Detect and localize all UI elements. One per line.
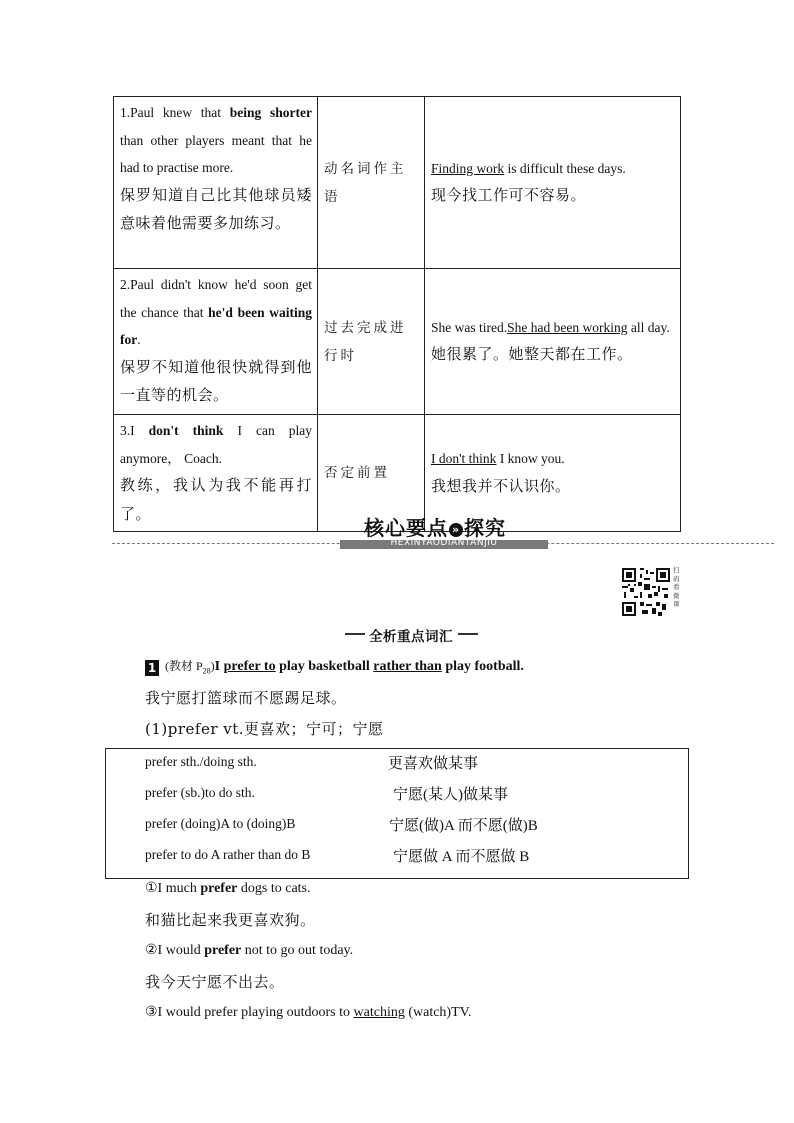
sentence-cell (114, 97, 318, 269)
example-text: I know you. (496, 451, 565, 466)
item-sentence-underlined: rather than (373, 659, 442, 674)
heading-rule-left (345, 633, 365, 635)
section-banner (112, 512, 774, 552)
sentence-translation: 保罗知道自己比其他球员矮意味着他需要多加练习。 (120, 187, 312, 232)
heading-rule-right (458, 633, 478, 635)
banner-subtitle: HEXINYAODIANTANJIU (390, 538, 498, 548)
example-text: all day. (627, 319, 670, 335)
grammar-cell: 过去完成进行时 (318, 269, 425, 415)
item-sentence-text: I (214, 659, 224, 674)
grammar-cell: 否定前置 (318, 415, 425, 532)
usage-en: prefer (doing)A to (doing)B (145, 816, 296, 831)
sentence-text: than other players meant that he had to practise more. (120, 132, 312, 175)
usage-cn: 宁愿(某人)做某事 (393, 787, 508, 803)
usage-cn: 宁愿(做)A 而不愿(做)B (389, 818, 538, 834)
banner-title-right: 探究 (464, 516, 506, 540)
section-heading-text: 全析重点词汇 (369, 629, 453, 645)
example-cell (425, 269, 681, 415)
example-underlined: Finding work (431, 160, 505, 176)
example-text: is difficult these days. (504, 160, 626, 176)
example-1: ①I much prefer dogs to cats. (145, 881, 311, 896)
item-sentence-text: play basketball (275, 659, 374, 674)
table-row (114, 269, 681, 415)
usage-box (105, 748, 689, 879)
grammar-table (113, 96, 681, 532)
example-translation: 我想我并不认识你。 (431, 478, 571, 495)
item-1-translation: 我宁愿打篮球而不愿踢足球。 (145, 689, 347, 707)
item-1-sentence (145, 657, 524, 676)
sentence-text: 3.I (120, 423, 149, 438)
sentence-bold: he'd been waiting for (120, 304, 312, 347)
sentence-text: . (137, 332, 141, 347)
example-3: ③I would prefer playing outdoors to watching (watch)TV. (145, 1005, 472, 1020)
sentence-text: 2.Paul didn't know he'd soon get the chance that (120, 277, 312, 320)
usage-cn: 更喜欢做某事 (388, 756, 479, 772)
example-underlined: She had been working (507, 319, 628, 335)
sentence-text: I can play anymore， Coach. (120, 423, 312, 466)
qr-code-icon[interactable] (622, 568, 670, 616)
banner-title (364, 512, 506, 541)
item-source: (教材 $P_{28}$) (165, 659, 215, 676)
banner-title-left: 核心要点 (364, 516, 448, 540)
item-number: 1 (145, 660, 159, 676)
section-heading (345, 625, 478, 643)
grammar-cell: 动名词作主语 (318, 97, 425, 269)
example-1-translation: 和猫比起来我更喜欢狗。 (145, 911, 316, 929)
usage-en: prefer (sb.)to do sth. (145, 785, 255, 800)
example-translation: 她很累了。她整天都在工作。 (431, 347, 633, 363)
item-sentence-text: play football. (441, 659, 524, 674)
sentence-translation: 教练，我认为我不能再打了。 (120, 478, 312, 523)
item-sentence-underlined: prefer to (223, 659, 276, 674)
example-translation: 现今找工作可不容易。 (431, 188, 587, 204)
double-chevron-icon: » (449, 523, 463, 537)
usage-en: prefer to do A rather than do B (145, 847, 311, 862)
example-underlined: I don't think (431, 451, 497, 466)
sentence-translation: 保罗不知道他很快就得到他一直等的机会。 (120, 359, 312, 404)
usage-en: prefer sth./doing sth. (145, 754, 257, 769)
sentence-bold: don't think (148, 423, 224, 438)
sentence-cell (114, 269, 318, 415)
example-text: She was tired. (431, 319, 508, 335)
item-1-subheading: (1)prefer vt.更喜欢；宁可；宁愿 (145, 720, 384, 738)
example-cell (425, 97, 681, 269)
example-2: ②I would prefer not to go out today. (145, 943, 354, 958)
usage-cn: 宁愿做 A 而不愿做 B (393, 849, 530, 865)
table-row (114, 97, 681, 269)
qr-caption: 扫码看微课 (673, 566, 680, 608)
sentence-text: 1.Paul knew that (120, 105, 230, 120)
example-2-translation: 我今天宁愿不出去。 (145, 973, 285, 991)
sentence-bold: being shorter (229, 105, 312, 120)
